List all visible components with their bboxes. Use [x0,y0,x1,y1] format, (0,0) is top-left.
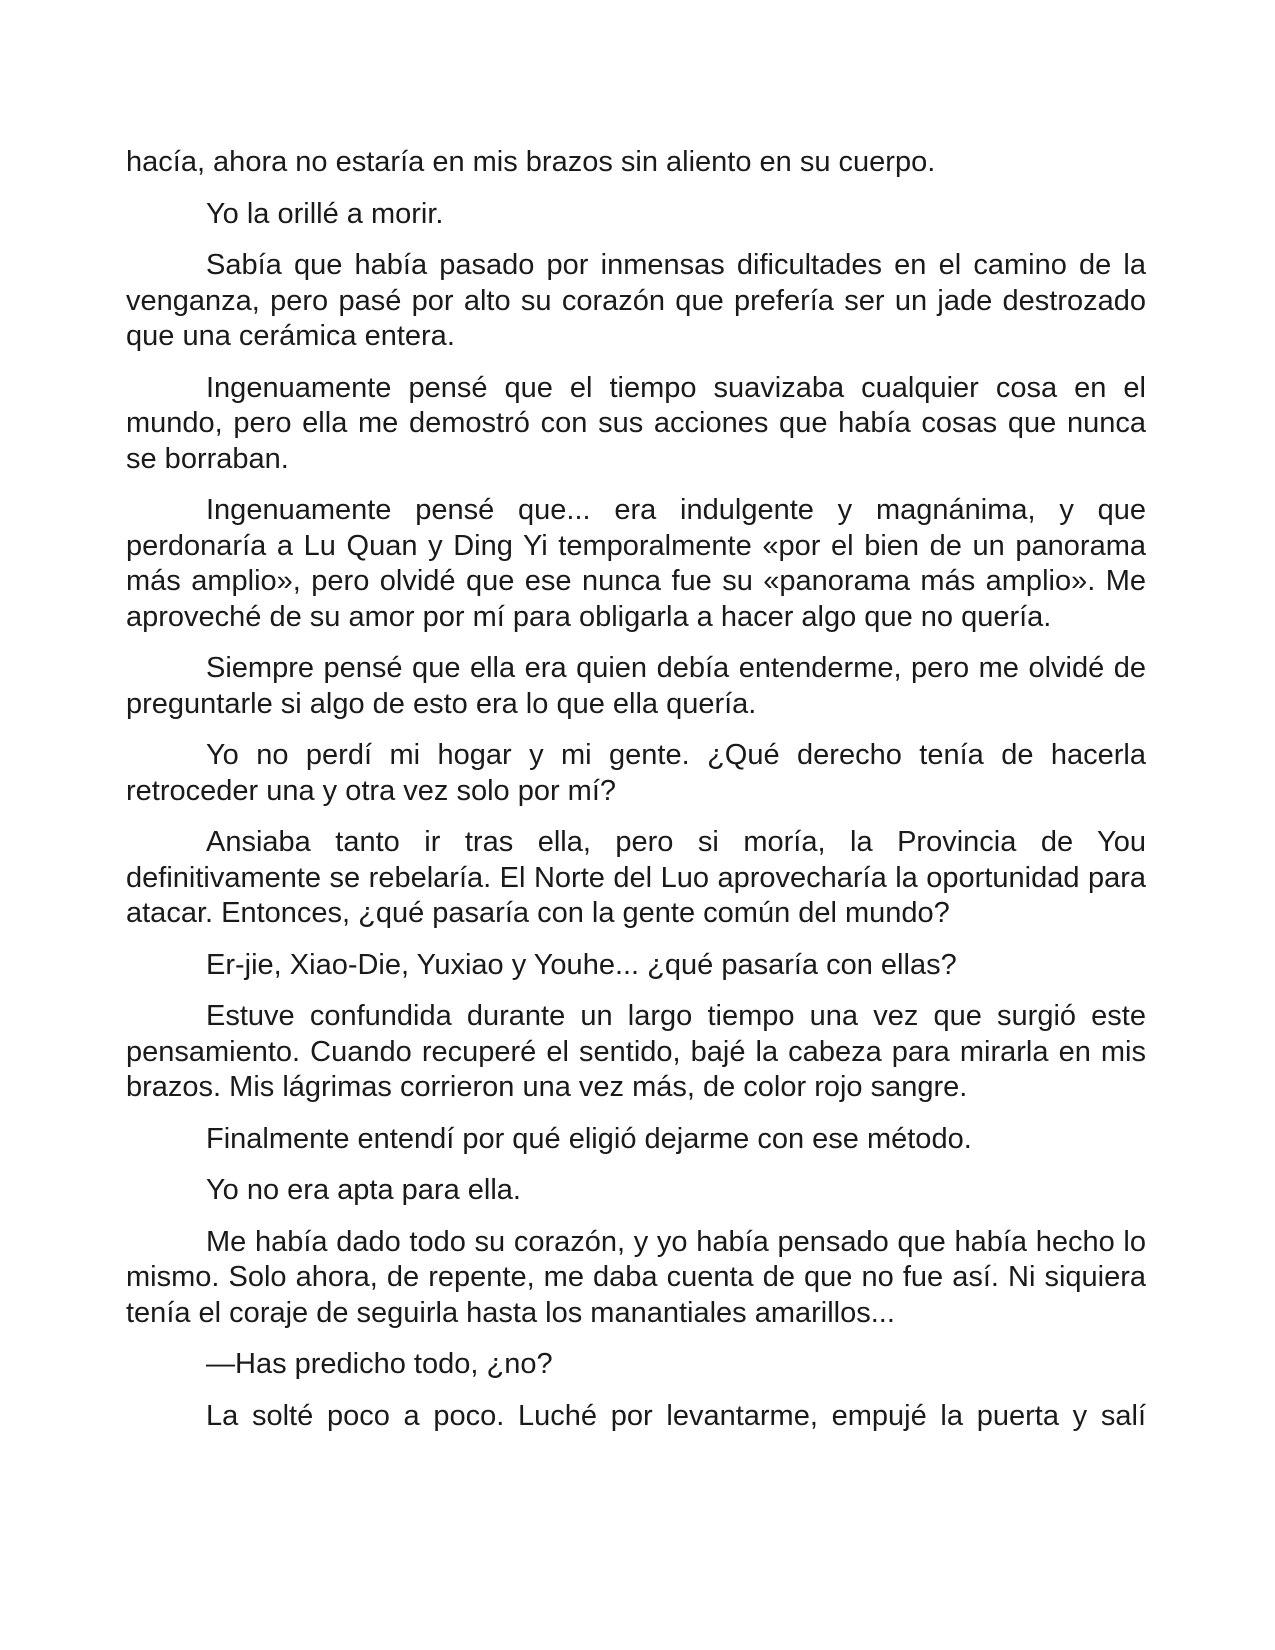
paragraph-13: Me había dado todo su corazón, y yo había pensado que había hecho lo mismo. Solo ahora, de repente, me daba cuenta de que no fue así. Ni siquiera tenía el coraje de seguirla hasta los manantiales amarillos... [126,1225,1146,1329]
paragraph-12: Yo no era apta para ella. [206,1174,521,1206]
paragraph-14: —Has predicho todo, ¿no? [206,1348,553,1380]
paragraph-1: hacía, ahora no estaría en mis brazos sin aliento en su cuerpo. [126,146,936,178]
paragraph-15: La solté poco a poco. Luché por levantarme, empujé la puerta y salí [206,1399,1146,1432]
paragraph-9: Er-jie, Xiao-Die, Yuxiao y Youhe... ¿qué pasaría con ellas? [206,948,957,981]
paragraph-2: Yo la orillé a morir. [206,197,444,230]
paragraph-11: Finalmente entendí por qué eligió dejarme con ese método. [206,1122,972,1155]
paragraph-4: Ingenuamente pensé que el tiempo suavizaba cualquier cosa en el mundo, pero ella me demostró con sus acciones que había cosas que nunca se borraban. [126,371,1146,475]
document-page [126,145,1146,1450]
paragraph-10: Estuve confundida durante un largo tiempo una vez que surgió este pensamiento. Cuando recuperé el sentido, bajé la cabeza para mirarla en mis brazos. Mis lágrimas corrieron una vez más, de color rojo sangre. [126,1000,1146,1103]
paragraph-8: Ansiaba tanto ir tras ella, pero si moría, la Provincia de You definitivamente se rebelaría. El Norte del Luo aprovecharía la oportunidad para atacar. Entonces, ¿qué pasaría con la gente común del mundo? [126,826,1146,929]
paragraph-5: Ingenuamente pensé que... era indulgente y magnánima, y que perdonaría a Lu Quan y Ding Yi temporalmente «por el bien de un panorama más amplio», pero olvidé que ese nunca fue su «panorama más amplio». Me aproveché de su amor por mí para obligarla a hacer algo que no quería. [126,494,1146,633]
paragraph-6: Siempre pensé que ella era quien debía entenderme, pero me olvidé de preguntarle si algo de esto era lo que ella quería. [126,652,1146,720]
paragraph-3: Sabía que había pasado por inmensas dificultades en el camino de la venganza, pero pasé por alto su corazón que prefería ser un jade destrozado que una cerámica entera. [126,249,1146,352]
paragraph-7: Yo no perdí mi hogar y mi gente. ¿Qué derecho tenía de hacerla retroceder una y otra vez solo por mí? [126,739,1146,807]
